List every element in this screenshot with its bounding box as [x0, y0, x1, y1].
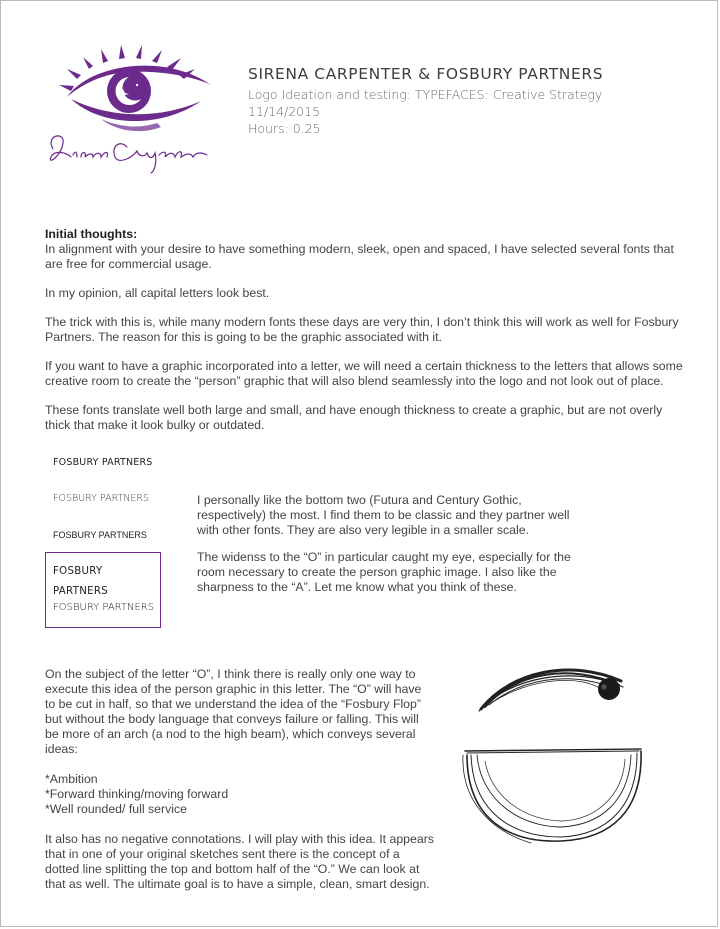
- document-date: 11/14/2015: [248, 104, 321, 119]
- letter-o-section: [45, 667, 435, 907]
- preferred-fonts-box: [45, 552, 161, 628]
- font-sample-3: FOSBURY PARTNERS: [53, 530, 147, 540]
- font-comment: [197, 493, 587, 607]
- font-sample-century-gothic: FOSBURY PARTNERS: [53, 602, 155, 613]
- intro-paragraph-5: These fonts translate well both large and small, and have enough thickness to create a graphic, but are not overly thick that make it look bulky or outdated.: [45, 403, 663, 432]
- font-sample-2: FOSBURY PARTNERS: [53, 493, 150, 504]
- font-samples: [45, 453, 185, 561]
- document-subtitle: Logo Ideation and testing: TYPEFACES: Creative Strategy: [248, 87, 603, 102]
- idea-item: *Forward thinking/moving forward: [45, 787, 229, 801]
- letter-o-paragraph-2: It also has no negative connotations. I will play with this idea. It appears that in one of your original sketches sent there is the concept of a dotted line splitting the top and bottom half of the “O.” We can look at that as well. The ultimate goal is to have a simple, clean, smart design.: [45, 832, 434, 891]
- ideas-list: [45, 772, 435, 817]
- comment-paragraph-2: The widenss to the “O” in particular caught my eye, especially for the room necessary to create the person graphic image. I also like the sharpness to the “A”. Let me know what you think of these.: [197, 550, 571, 594]
- document-title: SIRENA CARPENTER & FOSBURY PARTNERS: [248, 65, 604, 83]
- person-o-sketch-icon: [451, 651, 671, 851]
- font-sample-1: FOSBURY PARTNERS: [53, 457, 153, 468]
- document-header: [248, 65, 603, 137]
- idea-item: *Ambition: [45, 772, 98, 786]
- letter-o-paragraph-1: On the subject of the letter “O”, I think there is really only one way to execute this idea of the person graphic in this letter. The “O” will have to be cut in half, so that we understand the idea of the “Fosbury Flop” but without the body language that conveys failure or falling. This will be more of an arch (a nod to the high beam), which conveys several ideas:: [45, 667, 422, 756]
- document-hours: Hours: 0.25: [248, 121, 321, 136]
- font-sample-futura: FOSBURY PARTNERS: [53, 566, 109, 597]
- intro-paragraph-2: In my opinion, all capital letters look best.: [45, 286, 270, 300]
- eye-logo-icon: [41, 39, 221, 179]
- intro-paragraph-1: In alignment with your desire to have something modern, sleek, open and spaced, I have selected several fonts that are free for commercial usage.: [45, 242, 674, 271]
- intro-paragraph-4: If you want to have a graphic incorporated into a letter, we will need a certain thickness to the letters that allows some creative room to create the “person” graphic that will also blend seamlessly into the logo and not look out of place.: [45, 359, 683, 388]
- intro-paragraph-3: The trick with this is, while many modern fonts these days are very thin, I don’t think this will work as well for Fosbury Partners. The reason for this is going to be the graphic associated with it.: [45, 315, 679, 344]
- intro-section: [45, 227, 685, 447]
- intro-heading: Initial thoughts:: [45, 227, 138, 241]
- comment-paragraph-1: I personally like the bottom two (Futura and Century Gothic, respectively) the most. I find them to be classic and they partner well with other fonts. They are also very legible in a smaller scale.: [197, 493, 570, 537]
- idea-item: *Well rounded/ full service: [45, 802, 187, 816]
